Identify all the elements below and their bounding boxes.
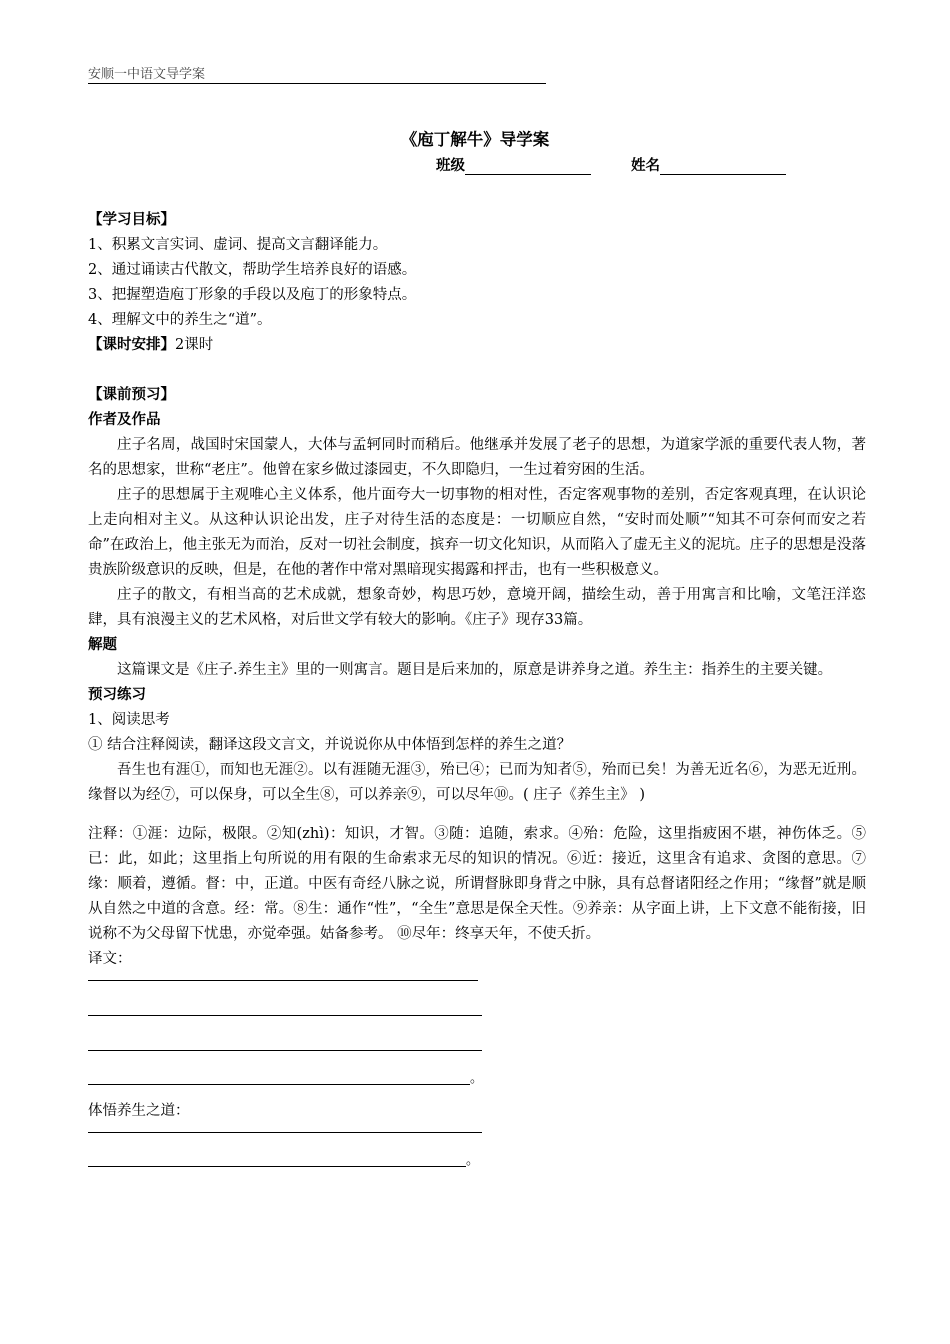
objective-item: 3、把握塑造庖丁形象的手段以及庖丁的形象特点。: [88, 287, 417, 303]
class-blank[interactable]: [465, 159, 591, 175]
objective-item: 4、理解文中的养生之“道”。: [88, 312, 272, 328]
answer-line[interactable]: [88, 1015, 482, 1016]
insight-label: 体悟养生之道：: [88, 1103, 190, 1119]
classical-passage: 吾生也有涯①，而知也无涯②。以有涯随无涯③，殆已④；已而为知者⑤，殆而已矣！为善无近名⑥，为恶无近刑。缘督以为经⑦，可以保身，可以全生⑧，可以养亲⑨，可以尽年⑩。( 庄子《养生主》 ): [88, 762, 866, 803]
author-heading: 作者及作品: [88, 412, 161, 428]
class-label: 班级: [436, 158, 465, 174]
schedule-row: [88, 333, 866, 358]
jieti-heading: 解题: [88, 637, 117, 653]
jieti-paragraph: 这篇课文是《庄子.养生主》里的一则寓言。题目是后来加的，原意是讲养身之道。养生主：指养生的主要关键。: [117, 662, 833, 678]
class-name-row: [436, 154, 786, 175]
answer-line-final[interactable]: [88, 1073, 866, 1085]
document-body: [88, 208, 866, 1167]
translation-label: 译文：: [88, 951, 132, 967]
period-mark: 。: [466, 1153, 480, 1168]
author-paragraph: 庄子的散文，有相当高的艺术成就，想象奇妙，构思巧妙，意境开阔，描绘生动，善于用寓言和比喻，文笔汪洋恣肆，具有浪漫主义的艺术风格，对后世文学有较大的影响。《庄子》现存33篇。: [88, 587, 866, 628]
objective-item: 2、通过诵读古代散文，帮助学生培养良好的语感。: [88, 262, 417, 278]
annotation-notes: 注释：①涯：边际，极限。②知(zhì)：知识，才智。③随：追随，索求。④殆：危险，这里指疲困不堪，神伤体乏。⑤已：此，如此；这里指上句所说的用有限的生命索求无尽的知识的情况。⑥近：接近，这里含有追求、贪图的意思。⑦缘：顺着，遵循。督：中，正道。中医有奇经八脉之说，所谓督脉即身背之中脉，具有总督诸阳经之作用；“缘督”就是顺从自然之中道的含意。经：常。⑧生：通作“性”，“全生”意思是保全天性。⑨养亲：从字面上讲，上下文意不能衔接，旧说称不为父母留下忧患，亦觉牵强。姑备参考。 ⑩尽年：终享天年，不使夭折。: [88, 826, 866, 942]
header-school-name: 安顺一中语文导学案: [88, 67, 206, 82]
schedule-value: 2课时: [175, 337, 214, 353]
answer-line[interactable]: [88, 1154, 466, 1167]
answer-line-final[interactable]: [88, 1155, 866, 1167]
objectives-heading: 【学习目标】: [88, 212, 175, 228]
objective-item: 1、积累文言实词、虚词、提高文言翻译能力。: [88, 237, 388, 253]
schedule-heading: 【课时安排】: [88, 337, 175, 353]
practice-subheading: 1、阅读思考: [88, 712, 170, 728]
name-label: 姓名: [631, 158, 660, 174]
answer-line[interactable]: [88, 980, 478, 981]
answer-line[interactable]: [88, 1132, 482, 1133]
document-title: 《庖丁解牛》导学案: [400, 130, 550, 149]
author-paragraph: 庄子的思想属于主观唯心主义体系，他片面夸大一切事物的相对性，否定客观事物的差别，否定客观真理，在认识论上走向相对主义。从这种认识论出发，庄子对待生活的态度是：一切顺应自然，“安时而处顺”“知其不可奈何而安之若命”在政治上，他主张无为而治，反对一切社会制度，摈弃一切文化知识，从而陷入了虚无主义的泥坑。庄子的思想是没落贵族阶级意识的反映，但是，在他的著作中常对黑暗现实揭露和抨击，也有一些积极意义。: [88, 487, 866, 578]
answer-line[interactable]: [88, 1050, 482, 1051]
insight-answer-area[interactable]: [88, 1132, 866, 1167]
translation-answer-area[interactable]: [88, 980, 866, 1085]
period-mark: 。: [470, 1071, 484, 1086]
practice-question: ① 结合注释阅读，翻译这段文言文，并说说你从中体悟到怎样的养生之道？: [88, 737, 572, 753]
author-paragraph: 庄子名周，战国时宋国蒙人，大体与孟轲同时而稍后。他继承并发展了老子的思想，为道家学派的重要代表人物，著名的思想家，世称“老庄”。他曾在家乡做过漆园吏，不久即隐归，一生过着穷困的生活。: [88, 437, 866, 478]
preview-heading: 【课前预习】: [88, 387, 175, 403]
answer-line[interactable]: [88, 1072, 470, 1085]
name-blank[interactable]: [660, 159, 786, 175]
page-header: [88, 66, 546, 84]
practice-heading: 预习练习: [88, 687, 146, 703]
